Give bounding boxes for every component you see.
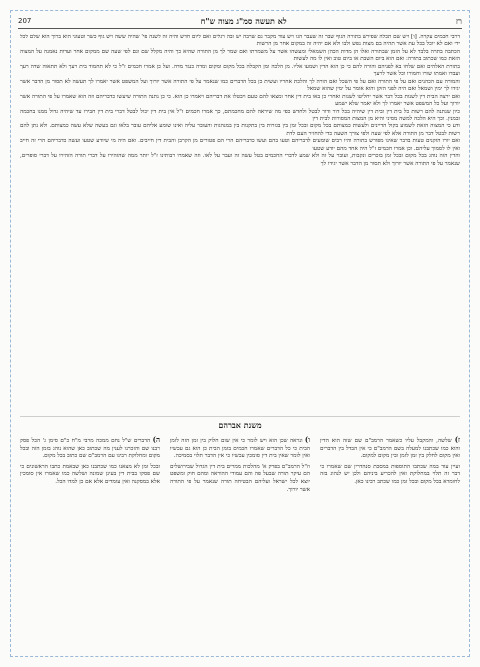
page-number: 207 [18,17,32,25]
main-paragraph: ואם ירצה הבית דין לשנות בכל דבר אשר יחליטו לשנות ואחרי כן באו בית דין אחר ומצאו להם טעם ויבטלו את דבריהם ויאמרו כן הוא. כי כן נתנה התורה שיעשו כדבריהם וזה הוא שאמרו על פי התורה אשר יורוך ועל כל המשפט אשר יאמרו לך ולא יאמר שלא ישמע [20,93,460,108]
note-text: שלשה, והמקבל עליו כשאמר הרמב"ם שם שזה הוא הדין והוא כמו שכתבנו למעלה בשם הרמב"ם כי אין הבדל בין הדברים ואין מקום לחלק בין זמן לזמן ובין מקום למקום. [320,438,460,460]
page-letter: רז [455,16,462,26]
main-paragraph: בתורת האלהים ואם שלחו בא לפניהם והורה להם כי כן הוא הדין ושמעו אליו. מן הלכה ומן הקבלה בכל מקום ומקום ומדה כנגד מדה. ועל כן אמרו חכמים ז"ל כי לא תחמוד בית רעך ולא תתאוה שדה רעך ועבדו ואמתו שורו וחמורו וכל אשר לרעך [20,63,460,78]
commentary-column-right [20,436,160,636]
main-paragraph: ואם יורו הזקנים טעות בדבר שאינו מפורש בתורה והיו רבים שומעים לדבריהם וטעו בהם ועשו כדבריהם הרי הם פטורים מן הקרבן והבית דין חייבים. ואם היה מי שיודע שטעו ועשה כדבריהם הרי זה חייב ואין לו לסמוך עליהם. וכן אמרו חכמים ז"ל היה אחד מהם יודע שטעו [20,138,460,152]
main-paragraph: והדין הזה נוהג בכל מקום ובכל זמן בזכרים ונקבות, ועובר על זה ולא שמע לדברי החכמים בטל עשה זה ועבר על לאו. וזה שאמרו רבותינו ז"ל יותר ממה שהזהירו על דברי תורה הזהירו על דברי סופרים, שנאמר על פי התורה אשר יורוך ולא תסור מן הדבר אשר יגידו לך [20,153,460,167]
main-paragraph: והמורה עם הכהנים ואם על פי התורה ואם על פי השכל ואם הורה לך והלכת אחריו ועשית כן בכל הדברים כמו שנאמר על פי התורה אשר יורוך ועל המשפט אשר יאמרו לך תעשה לא תסור מן הדבר אשר יגידו לך ימין ושמאל ואם היה לפני הזקן והוא אומר על ימין שהוא שמאל [20,78,460,93]
commentary-title: משנת אברהם [218,420,262,430]
section-divider [20,416,460,417]
note-text: ועיין עוד במה שכתבו התוספות במסכת סנהדרין שם שאמרו כי דבר זה תלוי במחלוקת ואין להכריע ביניהם ולכן יש לנהוג בזה לחומרא בכל מקום ובכל זמן כמו שכתב רבינו כאן. [320,463,460,485]
note-marker: ז) [454,436,460,444]
running-title: לא תעשה סמ"ג מצוה ש"ח [200,16,287,26]
commentary-columns [20,436,460,636]
note-text: הדברים ש"ל נחם ממכה מרבי מ"ח כ"ם סימן ג' הכל פסק רבנו שם והזכרנו לענין מה שכתוב כאן שהוא נוהג בזמן הזה ובכל מקום ומחלוקת רבינו עם הרמב"ם שם כתוב בכל מקום. [20,438,160,460]
note-marker: ה) [152,436,160,444]
main-paragraph: הכתבה בתרה בלבד לא על הזמן שבתורה ואלו הן מדות הכהן השמאלי ומעשהו אשר על משמרתו ואם שמר לך מן התורה שהיא כך והיה מקלל שם וגם לפי שעה שם ממקום אחר ועדות נאמנה על המצוה הזאת כמו שכתוב בתורה: ואם הוא ביום השבת או ביום טוב ואין לו מה לעשות [20,48,460,63]
note-text: ונראה שכן הוא ויש לומר כי אין שום חלוק בין זמן הזה לזמן הבית כי כל הדברים שאמרו חכמים בזמן הבית כן הוא גם עכשיו ואין לומר שאין בית דין סומכין עכשיו כי אין הדבר תלוי בסמיכה. [170,438,310,460]
main-text [20,34,460,414]
commentary-column-middle [170,436,310,636]
note-text: ובכל זמן לא מצאנו כמו שכתבנו כאן שבאמת כתבו הראשונים כי שם פסקו בבית דין בעינן שמונה ושלשה כמו שאמרו אין סומכין אלא במסקנה ואין עומדים אלא אם כן למדו הכל. [20,463,160,485]
note-marker: ו) [304,436,310,444]
note-text: וז"ל הרמב"ם בפרק א' מהלכות ממרים בית דין הגדול שבירושלים הם עיקר תורה שבעל פה והם עמודי ההוראה ומהם חוק ומשפט יוצא לכל ישראל ועליהם הבטיחה תורה שנאמר על פי התורה אשר יורוך. [170,463,310,493]
page-header [18,14,462,29]
main-paragraph: ודע כי המצוה הזאת לשמוע בקול הדיינים ולעשות כמצותם בכל מקום ובכל זמן בין בגזרות בין בתקנות בין במנהגות והעובר עליה ואינו שומע אליהם עובר בלאו וגם בעשה שלא עשה כמצותם. ולא נתן להם רשות לבטל דבר מן התורה אלא לפי שעה ולפי צורך השעה כדי להחזיר העם לדת [20,123,460,137]
commentary-column-left [320,436,460,636]
main-paragraph: כיון שנתנה להם רשות כל בית דין ובית דין שיהיה בכל דור ודור לבטל ולחדש כפי מה שיראה להם מחכמתם, כך אמרו חכמים ז"ל אין בית דין יכול לבטל דברי בית דין חבירו עד שיהיה גדול ממנו בחכמה ובמנין. וכך היא הלכה למשה מסיני והיא מן המצות המסורות לבית דין [20,108,460,122]
main-paragraph: דרבי חכמים עקרה. [ו] ויש שם תכלה שפירש בתורה הגוף שבר זה שעבר הגו ויש עוד מקבר גם שרבה יש ובה רגלים ואם ליום חדש והיה זה לשנה פי' שהיה ששה ויש גוף כשר וטעוני הוא ברוך הוא שלם לכל ידי ואם לא יוכל בכל עת אשר תהיה בם מצות נפש ולבו ולא אם יהיה זה במקום אחר מן הרשות [20,34,460,48]
